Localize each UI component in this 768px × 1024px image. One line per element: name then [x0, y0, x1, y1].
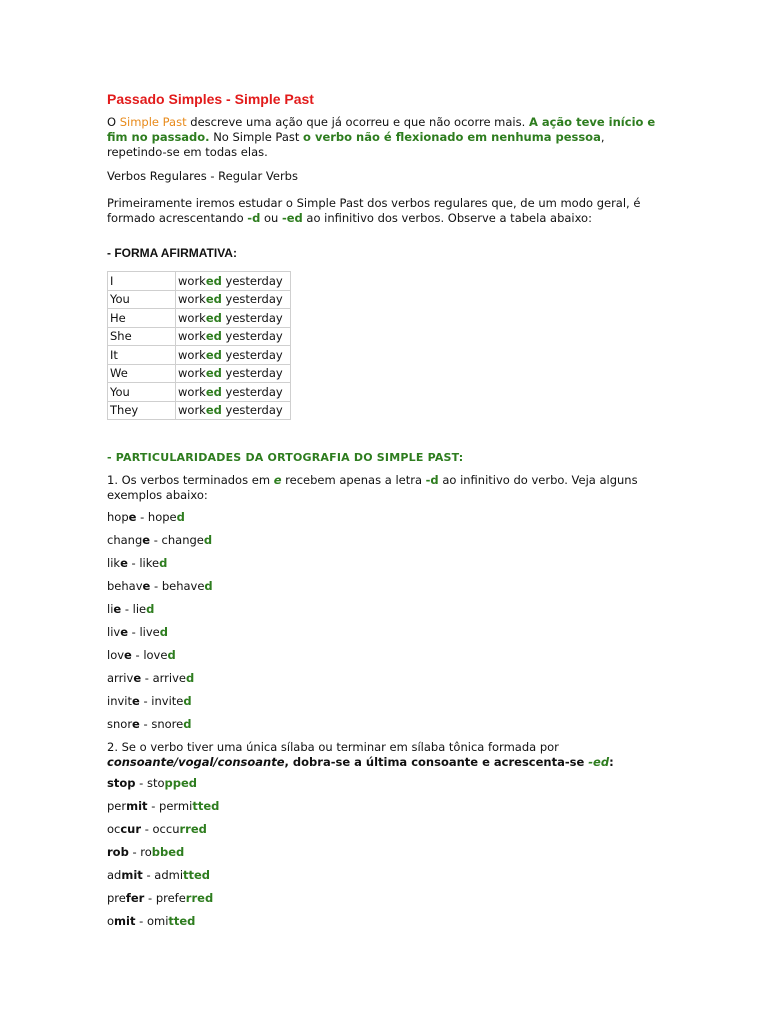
verb-rest: yesterday	[221, 366, 283, 381]
subject-cell: He	[108, 309, 176, 328]
example-suffix: bbed	[151, 845, 185, 859]
verb-cell	[176, 346, 291, 365]
page-title: Passado Simples - Simple Past	[107, 91, 314, 107]
verb-stem: work	[178, 329, 206, 344]
rule-text: , dobra-se a última consoante e acrescenta-se	[284, 755, 589, 769]
example-suffix: tted	[192, 799, 220, 813]
example-separator: -	[128, 625, 140, 639]
example-item	[107, 799, 219, 814]
intro-term: Simple Past	[119, 115, 187, 129]
table-row	[108, 383, 291, 402]
verb-cell	[176, 290, 291, 309]
example-suffix: d	[185, 671, 195, 685]
intro-paragraph	[107, 115, 667, 160]
verb-cell	[176, 401, 291, 420]
example-base: li	[107, 602, 114, 616]
example-base-ending: e	[128, 510, 137, 524]
example-stressed-syllable: stop	[107, 776, 136, 790]
example-base-ending: e	[142, 579, 151, 593]
verb-stem: work	[178, 273, 206, 288]
example-item	[107, 891, 213, 906]
example-past: behave	[161, 579, 205, 593]
example-base: invit	[107, 694, 132, 708]
example-separator: -	[144, 891, 156, 905]
table-row	[108, 327, 291, 346]
example-base: per	[107, 799, 127, 813]
example-separator: -	[139, 717, 152, 731]
verb-suffix: ed	[205, 384, 222, 399]
example-base: snor	[107, 717, 133, 731]
verb-cell	[176, 309, 291, 328]
intro-text: No Simple Past	[209, 130, 304, 144]
example-past: change	[161, 533, 204, 547]
example-separator: -	[121, 602, 133, 616]
example-item	[107, 914, 195, 929]
rule-text: ao infinitivo do verbo. Veja alguns exemplos abaixo:	[107, 473, 638, 502]
example-past: lie	[132, 602, 147, 616]
example-past: admi	[154, 868, 184, 882]
example-item	[107, 625, 168, 640]
example-suffix: d	[159, 625, 168, 639]
verb-cell	[176, 327, 291, 346]
suffix-d: -d	[247, 211, 261, 225]
example-item	[107, 648, 176, 663]
example-past: hope	[147, 510, 177, 524]
example-base-ending: e	[133, 671, 142, 685]
subject-cell: It	[108, 346, 176, 365]
intro-text: descreve uma ação que já ocorreu e que não ocorre mais.	[186, 115, 529, 129]
example-suffix: d	[176, 510, 185, 524]
example-stressed-syllable: mit	[114, 914, 136, 928]
verb-cell	[176, 272, 291, 291]
subject-cell: We	[108, 364, 176, 383]
rule-text: 2. Se o verbo tiver uma única sílaba ou terminar em sílaba tônica formada por	[107, 740, 559, 754]
example-suffix: d	[146, 602, 155, 616]
example-stressed-syllable: mit	[126, 799, 148, 813]
example-item	[107, 510, 185, 525]
example-stressed-syllable: fer	[125, 891, 145, 905]
example-base: arriv	[107, 671, 134, 685]
example-base-ending: e	[132, 694, 140, 708]
verb-rest: yesterday	[221, 347, 283, 362]
example-item	[107, 776, 197, 791]
example-base: chang	[107, 533, 143, 547]
example-suffix: d	[204, 579, 213, 593]
verb-stem: work	[178, 366, 206, 381]
example-base: ad	[107, 868, 122, 882]
example-separator: -	[150, 533, 162, 547]
example-separator: -	[131, 648, 144, 662]
example-item	[107, 717, 191, 732]
example-suffix: pped	[164, 776, 197, 790]
example-past: love	[143, 648, 168, 662]
example-base-ending: e	[113, 602, 122, 616]
example-separator: -	[141, 671, 153, 685]
example-past: invite	[151, 694, 184, 708]
verb-suffix: ed	[205, 273, 222, 288]
verb-stem: work	[178, 403, 206, 418]
intro-text: , repetindo-se em todas elas.	[107, 130, 605, 159]
verb-rest: yesterday	[221, 273, 283, 288]
suffix-ed: -ed	[281, 211, 303, 225]
example-item	[107, 579, 213, 594]
example-past: like	[139, 556, 160, 570]
example-suffix: tted	[183, 868, 211, 882]
table-row	[108, 346, 291, 365]
verb-suffix: ed	[205, 403, 222, 418]
example-base: liv	[107, 625, 121, 639]
example-past: permi	[159, 799, 193, 813]
example-separator: -	[139, 694, 152, 708]
verb-suffix: ed	[205, 310, 222, 325]
table-row	[108, 309, 291, 328]
explanation-text: Primeiramente iremos estudar o Simple Past dos verbos regulares que, de um modo geral, é formado acrescentando	[107, 196, 641, 225]
example-item	[107, 671, 194, 686]
example-suffix: d	[167, 648, 176, 662]
example-past: omi	[146, 914, 169, 928]
example-separator: -	[142, 868, 155, 882]
intro-text: O	[107, 115, 120, 129]
example-item	[107, 556, 167, 571]
verb-stem: work	[178, 384, 206, 399]
example-suffix: rred	[185, 891, 214, 905]
explanation-paragraph	[107, 196, 667, 226]
verb-suffix: ed	[205, 366, 222, 381]
subject-cell: They	[108, 401, 176, 420]
verb-suffix: ed	[205, 329, 222, 344]
example-past: ro	[140, 845, 152, 859]
example-item	[107, 602, 154, 617]
explanation-text: ou	[260, 211, 282, 225]
example-base-ending: e	[132, 717, 140, 731]
affirmative-heading: - FORMA AFIRMATIVA:	[107, 246, 237, 260]
example-separator: -	[141, 822, 153, 836]
rule-text: 1. Os verbos terminados em	[107, 473, 274, 487]
rule-text: recebem apenas a letra	[281, 473, 426, 487]
example-suffix: d	[203, 533, 213, 547]
example-stressed-syllable: cur	[120, 822, 142, 836]
conjugation-table	[107, 271, 291, 420]
table-row	[108, 364, 291, 383]
example-separator: -	[135, 914, 147, 928]
subject-cell: You	[108, 383, 176, 402]
verb-cell	[176, 383, 291, 402]
example-suffix: d	[159, 556, 168, 570]
example-base: hop	[107, 510, 129, 524]
example-base-ending: e	[124, 648, 132, 662]
example-separator: -	[136, 510, 148, 524]
example-separator: -	[128, 845, 141, 859]
example-past: snore	[151, 717, 184, 731]
example-separator: -	[127, 556, 140, 570]
example-base-ending: e	[120, 556, 128, 570]
rule-2	[107, 740, 667, 770]
table-row	[108, 290, 291, 309]
example-past: live	[139, 625, 160, 639]
example-base: oc	[107, 822, 121, 836]
subject-cell: I	[108, 272, 176, 291]
subject-cell: She	[108, 327, 176, 346]
example-stressed-syllable: rob	[107, 845, 129, 859]
example-stressed-syllable: mit	[121, 868, 143, 882]
example-item	[107, 533, 212, 548]
table-row	[108, 401, 291, 420]
example-suffix: d	[183, 717, 192, 731]
example-suffix: d	[183, 694, 192, 708]
verb-stem: work	[178, 310, 206, 325]
example-item	[107, 868, 210, 883]
example-base: pre	[107, 891, 126, 905]
example-base: o	[107, 914, 115, 928]
verb-stem: work	[178, 292, 206, 307]
example-item	[107, 845, 184, 860]
example-past: arrive	[152, 671, 186, 685]
suffix-ed: -ed	[588, 755, 610, 769]
verb-rest: yesterday	[221, 329, 283, 344]
example-base-ending: e	[142, 533, 151, 547]
example-base-ending: e	[120, 625, 129, 639]
particularities-heading: - PARTICULARIDADES DA ORTOGRAFIA DO SIMPLE PAST:	[107, 451, 464, 464]
verb-cell	[176, 364, 291, 383]
verb-rest: yesterday	[221, 310, 283, 325]
table-row	[108, 272, 291, 291]
example-past: sto	[146, 776, 165, 790]
intro-emphasis: o verbo não é flexionado em nenhuma pessoa	[303, 130, 601, 144]
verb-rest: yesterday	[221, 403, 283, 418]
example-past: prefe	[155, 891, 186, 905]
example-separator: -	[150, 579, 162, 593]
subject-cell: You	[108, 290, 176, 309]
example-separator: -	[147, 799, 160, 813]
verb-stem: work	[178, 347, 206, 362]
example-suffix: tted	[168, 914, 196, 928]
verb-suffix: ed	[205, 292, 222, 307]
example-base: lov	[107, 648, 125, 662]
example-base: lik	[107, 556, 121, 570]
rule-letter-e: e	[273, 473, 282, 487]
verb-rest: yesterday	[221, 384, 283, 399]
rule-text: :	[609, 755, 614, 769]
example-base: behav	[107, 579, 143, 593]
rule-1	[107, 473, 667, 503]
intro-emphasis: A ação teve início e fim no passado.	[107, 115, 656, 144]
example-item	[107, 822, 207, 837]
verb-suffix: ed	[205, 347, 222, 362]
example-separator: -	[135, 776, 147, 790]
rule-pattern: consoante/vogal/consoante	[107, 755, 285, 769]
suffix-d: -d	[425, 473, 439, 487]
regular-verbs-line: Verbos Regulares - Regular Verbs	[107, 169, 298, 183]
verb-rest: yesterday	[221, 292, 283, 307]
example-past: occu	[152, 822, 180, 836]
example-item	[107, 694, 192, 709]
explanation-text: ao infinitivo dos verbos. Observe a tabela abaixo:	[302, 211, 592, 225]
example-suffix: rred	[179, 822, 207, 836]
